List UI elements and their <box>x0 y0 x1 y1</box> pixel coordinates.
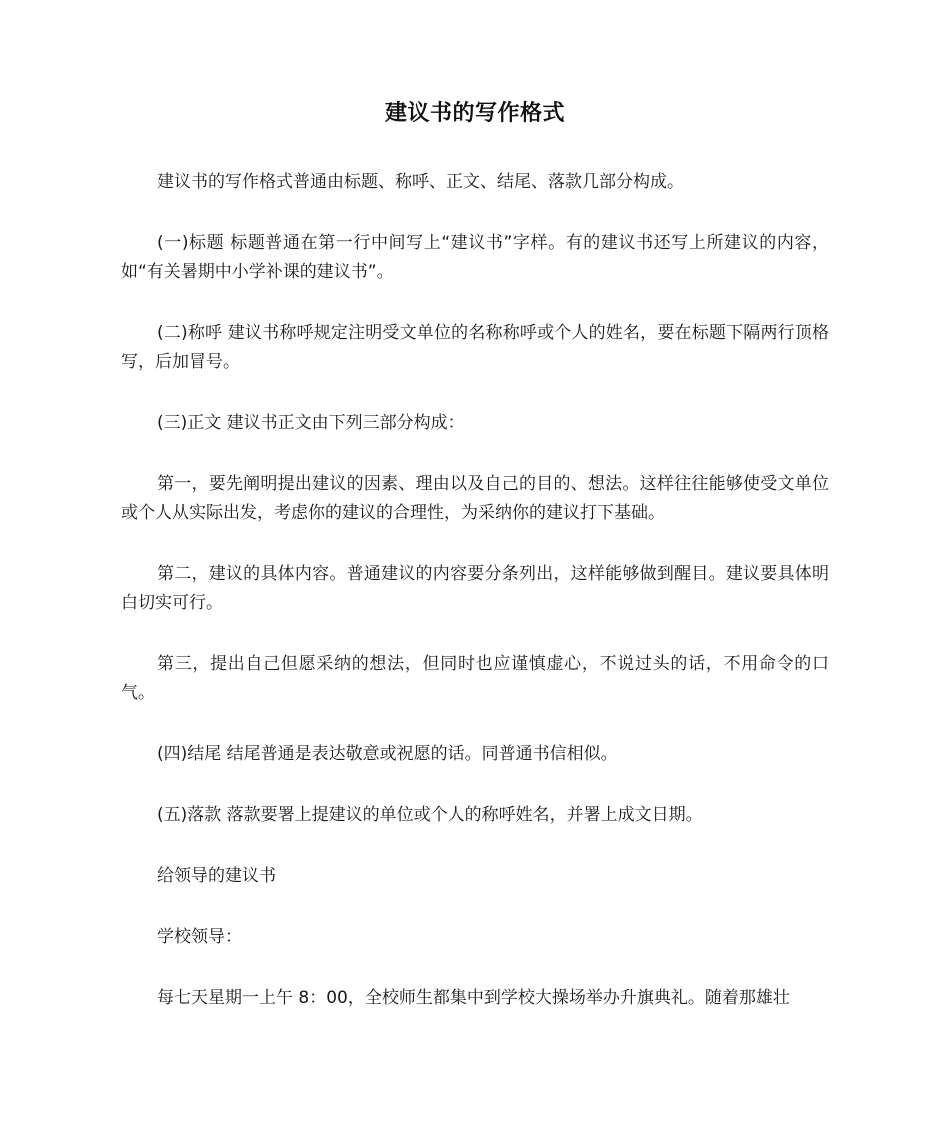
paragraph-body-second: 第二，建议的具体内容。普通建议的内容要分条列出，这样能够做到醒目。建议要具体明白切实可行。 <box>121 564 829 613</box>
paragraph-sample-salutation: 学校领导： <box>157 927 242 947</box>
paragraph-body-section: (三)正文 建议书正文由下列三部分构成： <box>157 413 465 433</box>
paragraph-body-third: 第三，提出自己但愿采纳的想法，但同时也应谨慎虚心，不说过头的话，不用命令的口气。 <box>121 654 829 703</box>
document-body <box>121 168 829 1045</box>
paragraph-title-section: (一)标题 标题普通在第一行中间写上“建议书”字样。有的建议书还写上所建议的内容，如“有关暑期中小学补课的建议书”。 <box>121 233 829 282</box>
paragraph-ending-section: (四)结尾 结尾普通是表达敬意或祝愿的话。同普通书信相似。 <box>157 744 618 764</box>
paragraph-signature-section: (五)落款 落款要署上提建议的单位或个人的称呼姓名，并署上成文日期。 <box>157 805 703 825</box>
document-title: 建议书的写作格式 <box>384 101 565 126</box>
paragraph-sample-heading: 给领导的建议书 <box>157 866 276 886</box>
paragraph-sample-body: 每七天星期一上午 8：00，全校师生都集中到学校大操场举办升旗典礼。随着那雄壮 <box>157 988 790 1008</box>
paragraph-salutation-section: (二)称呼 建议书称呼规定注明受文单位的名称称呼或个人的姓名，要在标题下隔两行顶格写，后加冒号。 <box>121 323 829 372</box>
paragraph-intro: 建议书的写作格式普通由标题、称呼、正文、结尾、落款几部分构成。 <box>157 172 684 192</box>
paragraph-body-first: 第一，要先阐明提出建议的因素、理由以及自己的目的、想法。这样往往能够使受文单位或个人从实际出发，考虑你的建议的合理性，为采纳你的建议打下基础。 <box>121 474 829 523</box>
